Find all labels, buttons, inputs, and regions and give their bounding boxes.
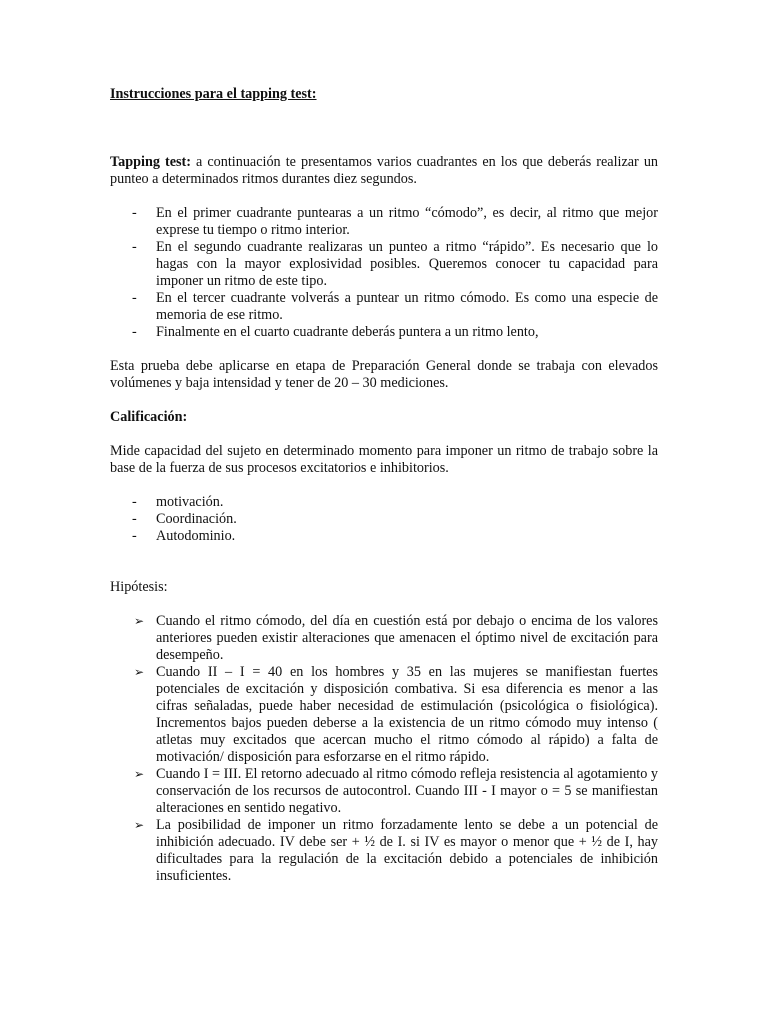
calificacion-item-3: Autodominio. [156, 528, 236, 544]
hipotesis-item-3: Cuando I = III. El retorno adecuado al ritmo cómodo refleja resistencia al agotamiento y conservación de los recursos de autocontrol. Cuando III - I mayor o = 5 se manifiestan alteraciones en sentido negativo. [156, 766, 658, 816]
hipotesis-item-2: Cuando II – I = 40 en los hombres y 35 en las mujeres se manifiestan fuertes potenciales de excitación y disposición combativa. Si esa diferencia es menor a las cifras señaladas, puede haber necesidad de estimulación (psicológica o fisiológica). Incrementos bajos pueden deberse a la existencia de un ritmo cómodo muy intenso ( atletas muy excitados que acercan mucho el ritmo cómodo al rápido) a falta de motivación/ disposición para esforzarse en el ritmo rápido. [156, 664, 658, 765]
intro-label: Tapping test: [110, 154, 191, 170]
arrow-bullet-icon: ➢ [134, 767, 145, 781]
dash-marker: - [132, 205, 137, 221]
list-item [110, 613, 658, 664]
list-item [110, 766, 658, 817]
calificacion-text: Mide capacidad del sujeto en determinado momento para imponer un ritmo de trabajo sobre la base de la fuerza de sus procesos excitatorios e inhibitorios. [110, 443, 658, 476]
calificacion-list [110, 494, 658, 545]
list-item [110, 494, 658, 511]
quadrant-2-text: En el segundo cuadrante realizaras un punteo a ritmo “rápido”. Es necesario que lo hagas con la mayor explosividad posibles. Queremos conocer tu capacidad para imponer un ritmo de este tipo. [156, 239, 658, 289]
arrow-bullet-icon: ➢ [134, 818, 145, 832]
application-note: Esta prueba debe aplicarse en etapa de Preparación General donde se trabaja con elevados volúmenes y baja intensidad y tener de 20 – 30 mediciones. [110, 358, 658, 391]
hipotesis-item-1: Cuando el ritmo cómodo, del día en cuestión está por debajo o encima de los valores anteriores pueden existir alteraciones que amenacen el óptimo nivel de excitación para desempeño. [156, 613, 658, 663]
quadrant-1-text: En el primer cuadrante puntearas a un ritmo “cómodo”, es decir, al ritmo que mejor exprese tu tiempo o ritmo interior. [156, 205, 658, 238]
list-item [110, 511, 658, 528]
dash-marker: - [132, 494, 137, 510]
list-item [110, 817, 658, 885]
hipotesis-title: Hipótesis: [110, 579, 168, 595]
calificacion-title: Calificación: [110, 409, 188, 425]
quadrant-3-text: En el tercer cuadrante volverás a puntear un ritmo cómodo. Es como una especie de memoria de ese ritmo. [156, 290, 658, 323]
dash-marker: - [132, 528, 137, 544]
dash-marker: - [132, 239, 137, 255]
list-item [110, 664, 658, 766]
hipotesis-item-4: La posibilidad de imponer un ritmo forzadamente lento se debe a un potencial de inhibición adecuado. IV debe ser + ½ de I. si IV es mayor o menor que + ½ de I, hay dificultades para la regulación de la excitación debido a potenciales de inhibición insuficientes. [156, 817, 658, 884]
list-item [110, 239, 658, 290]
list-item [110, 290, 658, 324]
intro-text: a continuación te presentamos varios cuadrantes en los que deberás realizar un punteo a determinados ritmos durantes diez segundos. [110, 154, 659, 187]
list-item [110, 528, 658, 545]
dash-marker: - [132, 324, 137, 340]
arrow-bullet-icon: ➢ [134, 614, 145, 628]
dash-marker: - [132, 511, 137, 527]
document-page [110, 86, 658, 885]
intro-paragraph [110, 154, 658, 188]
quadrant-4-text: Finalmente en el cuarto cuadrante deberás puntera a un ritmo lento, [156, 324, 539, 340]
arrow-bullet-icon: ➢ [134, 665, 145, 679]
quadrant-list [110, 205, 658, 341]
dash-marker: - [132, 290, 137, 306]
calificacion-item-1: motivación. [156, 494, 224, 510]
list-item [110, 324, 658, 341]
document-title: Instrucciones para el tapping test: [110, 86, 317, 102]
calificacion-item-2: Coordinación. [156, 511, 237, 527]
hipotesis-list [110, 613, 658, 885]
list-item [110, 205, 658, 239]
